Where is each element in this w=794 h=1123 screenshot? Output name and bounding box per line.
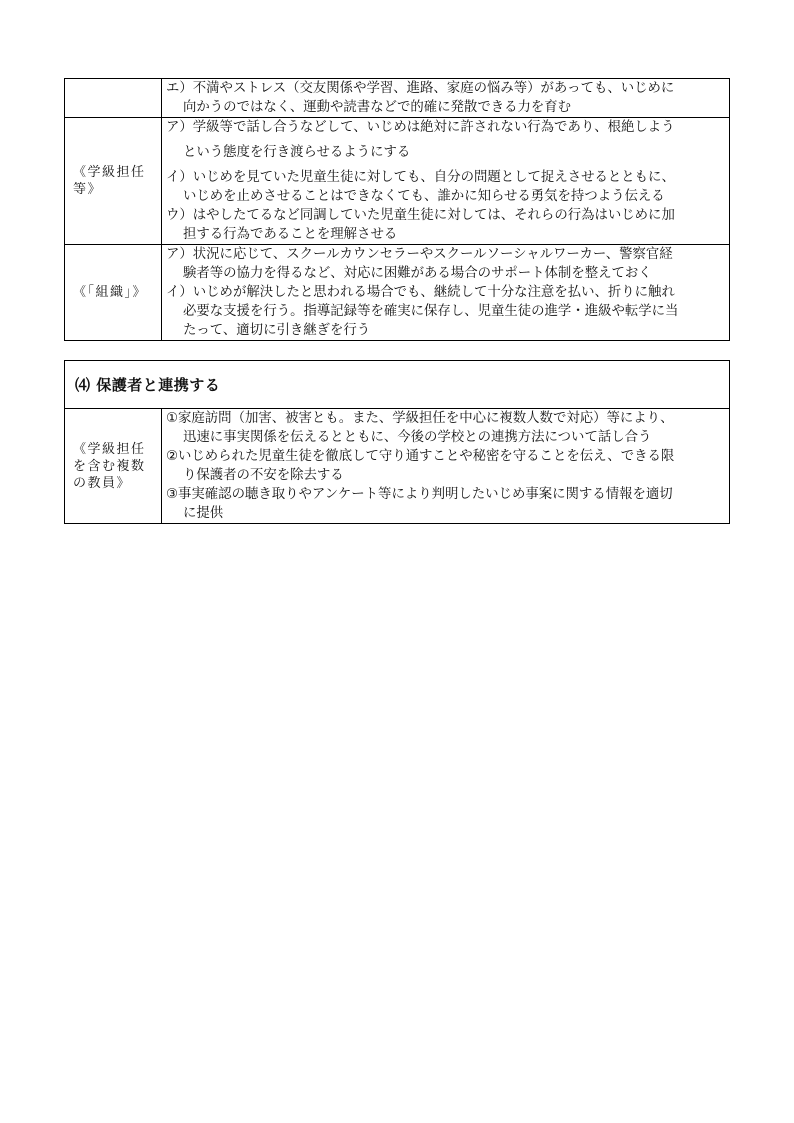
content-cell [162, 118, 730, 245]
content-cell [162, 79, 730, 118]
category-cell: 《学級担任 等》 [65, 118, 162, 245]
measures-table [64, 78, 730, 341]
category-cell: 《「組織」》 [65, 245, 162, 341]
list-item: イ）いじめを見ていた児童生徒に対しても、自分の問題として捉えさせるとともに、 いじめを止めさせることはできなくても、誰かに知らせる勇気を持つよう伝える [166, 170, 675, 204]
table-row [65, 245, 730, 341]
category-cell [65, 79, 162, 118]
list-item: ア）状況に応じて、スクールカウンセラーやスクールソーシャルワーカー、警察官経 験者等の協力を得るなど、対応に困難がある場合のサポート体制を整えておく [166, 247, 673, 281]
content-cell [162, 245, 730, 341]
section-heading-row [65, 361, 730, 409]
list-item: ②いじめられた児童生徒を徹底して守り通すことや秘密を守ることを伝え、できる限 り保護者の不安を除去する [166, 449, 675, 483]
list-item: ③事実確認の聴き取りやアンケート等により判明したいじめ事案に関する情報を適切 に提供 [166, 487, 673, 521]
table-row [65, 409, 730, 524]
table-row [65, 79, 730, 118]
table-row [65, 118, 730, 245]
list-item: ア）学級等で話し合うなどして、いじめは絶対に許されない行為であり、根絶しよう という態度を行き渡らせるようにする [166, 120, 675, 160]
list-item: エ）不満やストレス（交友関係や学習、進路、家庭の悩み等）があっても、いじめに 向かうのではなく、運動や読書などで的確に発散できる力を育む [166, 81, 675, 115]
parents-collaboration-table [64, 360, 730, 524]
list-item: ①家庭訪問（加害、被害とも。また、学級担任を中心に複数人数で対応）等により、 迅速に事実関係を伝えるとともに、今後の学校との連携方法について話し合う [166, 411, 674, 445]
list-item: ウ）はやしたてるなど同調していた児童生徒に対しては、それらの行為はいじめに加 担する行為であることを理解させる [166, 208, 675, 242]
list-item: イ）いじめが解決したと思われる場合でも、継続して十分な注意を払い、折りに触れ 必要な支援を行う。指導記録等を確実に保存し、児童生徒の進学・進級や転学に当 たって、適切に引き継ぎを行う [166, 285, 679, 338]
section-heading: ⑷ 保護者と連携する [65, 361, 730, 409]
category-cell: 《学級担任 を含む複数 の教員》 [65, 409, 162, 524]
content-cell [162, 409, 730, 524]
